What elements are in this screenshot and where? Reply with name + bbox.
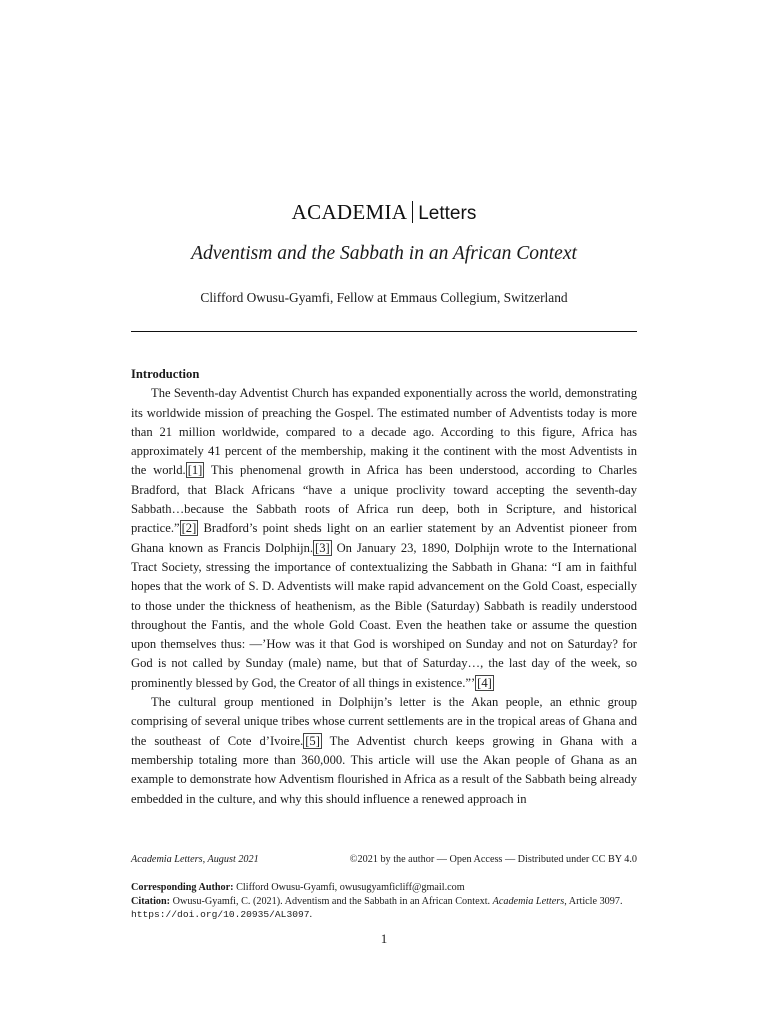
author-line: Clifford Owusu-Gyamfi, Fellow at Emmaus Collegium, Switzerland xyxy=(200,290,568,305)
footnote-ref-1[interactable]: [1] xyxy=(187,463,203,478)
page-number: 1 xyxy=(380,931,388,946)
brand-name: ACADEMIA xyxy=(291,200,408,224)
masthead-divider xyxy=(412,201,413,223)
p1-text-3: Bradford’s point sheds light on an earlier statement by an Adventist pioneer from Ghana known as Francis Dolphijn. xyxy=(131,521,637,555)
footnote-ref-4[interactable]: [4] xyxy=(477,675,492,690)
article-body xyxy=(131,365,637,809)
cite-article: , Article 3097. xyxy=(564,895,623,907)
p1-text-4: On January 23, 1890, Dolphijn wrote to the International Tract Society, stressing the importance of contextualizing the Sabbath in Ghana: “I am in faithful hopes that the work of S. D. Adventists will make rapid advancement on the Gold Coast, especially to those under the thickness of heathenism, as the Bible (Saturday) Sabbath is readily understood throughout the Fantis, and the whole Gold Coast. Even the heathen take or assume the question upon themselves thus: —’How was it that God is worshiped on Sunday and not on Saturday? for God is not called by Sunday (male) name, but that of Saturday…, the last day of the week, so prominently blessed by God, the Creator of all things in existence.”’ xyxy=(131,540,637,690)
p1-text-1: The Seventh-day Adventist Church has expanded exponentially across the world, demonstrating its worldwide mission of preaching the Gospel. The estimated number of Adventists today is more than 21 million worldwide, compared to a decade ago. According to this figure, Africa has approximately 41 percent of the membership, making it the continent with the most Adventists in the world. xyxy=(131,386,637,478)
citation xyxy=(131,895,637,922)
corresponding-author xyxy=(131,881,637,895)
license-notice: ©2021 by the author — Open Access — Distributed under CC BY 4.0 xyxy=(349,854,637,865)
paragraph-1 xyxy=(131,384,637,693)
cite-journal: Academia Letters xyxy=(492,895,565,907)
p2-text-1: The cultural group mentioned in Dolphijn’s letter is the Akan people, an ethnic group comprising of several unique tribes whose current settlements are in the tropical areas of Ghana and the southeast of Cote d’Ivoire. xyxy=(131,695,637,748)
cite-text: Owusu-Gyamfi, C. (2021). Adventism and the Sabbath in an African Context. xyxy=(170,895,493,907)
cite-label: Citation: xyxy=(131,895,171,907)
p1-text-2: This phenomenal growth in Africa has been understood, according to Charles Bradford, that Black Africans “have a unique proclivity toward accepting the seventh-day Sabbath…because the Sabbath roots of Africa run deep, both in Scripture, and historical practice.” xyxy=(131,463,637,536)
footnote-ref-3[interactable]: [3] xyxy=(315,540,330,555)
corr-label: Corresponding Author: xyxy=(131,882,234,893)
footnote-ref-5[interactable]: [5] xyxy=(305,733,320,748)
corr-value: Clifford Owusu-Gyamfi, owusugyamficliff@gmail.com xyxy=(233,882,465,893)
doi-link[interactable]: https://doi.org/10.20935/AL3097 xyxy=(131,909,310,921)
cite-end: . xyxy=(309,909,313,921)
p2-text-2: The Adventist church keeps growing in Ghana with a membership totaling more than 360,000. This article will use the Akan people of Ghana as an example to demonstrate how Adventism flourished in Africa as a result of the Sabbath being already embedded in the culture, and why this should influence a renewed approach in xyxy=(131,733,637,806)
journal-date: Academia Letters, August 2021 xyxy=(131,854,259,865)
footnote-ref-2[interactable]: [2] xyxy=(181,521,197,536)
masthead-section: Letters xyxy=(418,203,477,224)
paragraph-2 xyxy=(131,693,637,809)
masthead xyxy=(0,198,768,228)
article-title: Adventism and the Sabbath in an African Context xyxy=(191,243,577,264)
header-rule xyxy=(131,331,637,332)
citation-block xyxy=(131,881,637,922)
section-heading: Introduction xyxy=(131,367,200,381)
